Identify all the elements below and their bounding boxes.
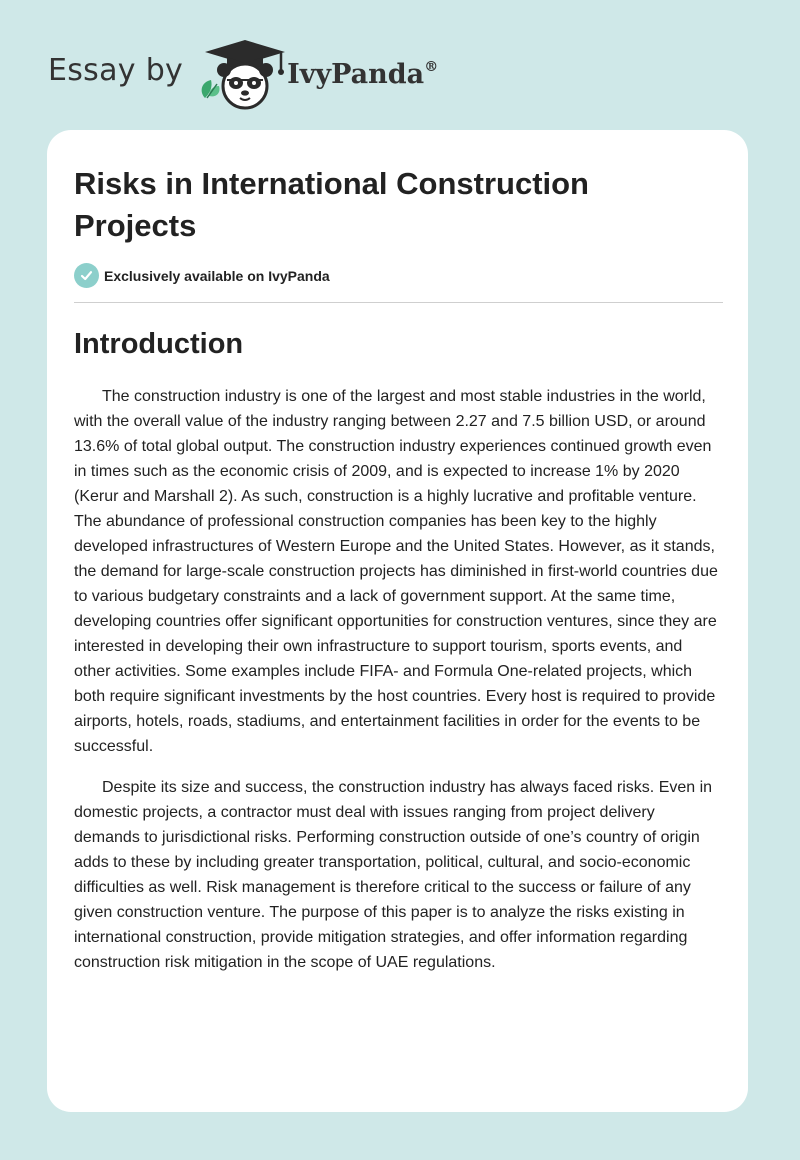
check-circle-icon — [74, 263, 99, 288]
paragraph: Despite its size and success, the construction industry has always faced risks. Even in domestic projects, a contractor must deal with issues ranging from project delivery demands to jurisdictional risks. Performing construction outside of one’s country of origin adds to these by including greater transportation, political, cultural, and socio-economic difficulties as well. Risk management is therefore critical to the success or failure of any given construction venture. The purpose of this paper is to analyze the risks existing in international construction, provide mitigation strategies, and offer information regarding construction risk mitigation in the scope of UAE regulations. — [74, 779, 713, 971]
divider — [74, 302, 723, 303]
brand-prefix: Essay by — [48, 52, 184, 88]
paragraph: The construction industry is one of the largest and most stable industries in the world, with the overall value of the industry ranging between 2.27 and 7.5 billion USD, or around 13.6% of total global output. The construction industry experiences continued growth even in times such as the economic crisis of 2009, and is expected to increase 1% by 2020 (Kerur and Marshall 2). As such, construction is a highly lucrative and profitable venture. The abundance of professional construction companies has been key to the highly developed infrastructures of Western Europe and the United States. However, as it stands, the demand for large-scale construction projects has diminished in first-world countries due to various budgetary constraints and a lack of government support. At the same time, developing countries offer significant opportunities for construction ventures, since they are interested in developing their own infrastructure to support tourism, sports events, and other activities. Some examples include FIFA- and Formula One-related projects, which both require significant investments by the host countries. Every host is required to provide airports, hotels, roads, stadiums, and entertainment facilities in order for the events to be successful. — [74, 388, 718, 755]
article-card — [47, 130, 748, 1112]
exclusive-badge-label: Exclusively available on IvyPanda — [104, 267, 330, 284]
site-header — [48, 34, 438, 114]
article-body — [74, 384, 723, 991]
panda-graduation-cap-logo[interactable] — [197, 36, 293, 112]
section-heading: Introduction — [74, 328, 244, 360]
exclusive-badge — [74, 263, 330, 288]
brand-name: IvyPanda® — [287, 58, 439, 90]
article-title: Risks in International Construction Projects — [74, 166, 589, 243]
